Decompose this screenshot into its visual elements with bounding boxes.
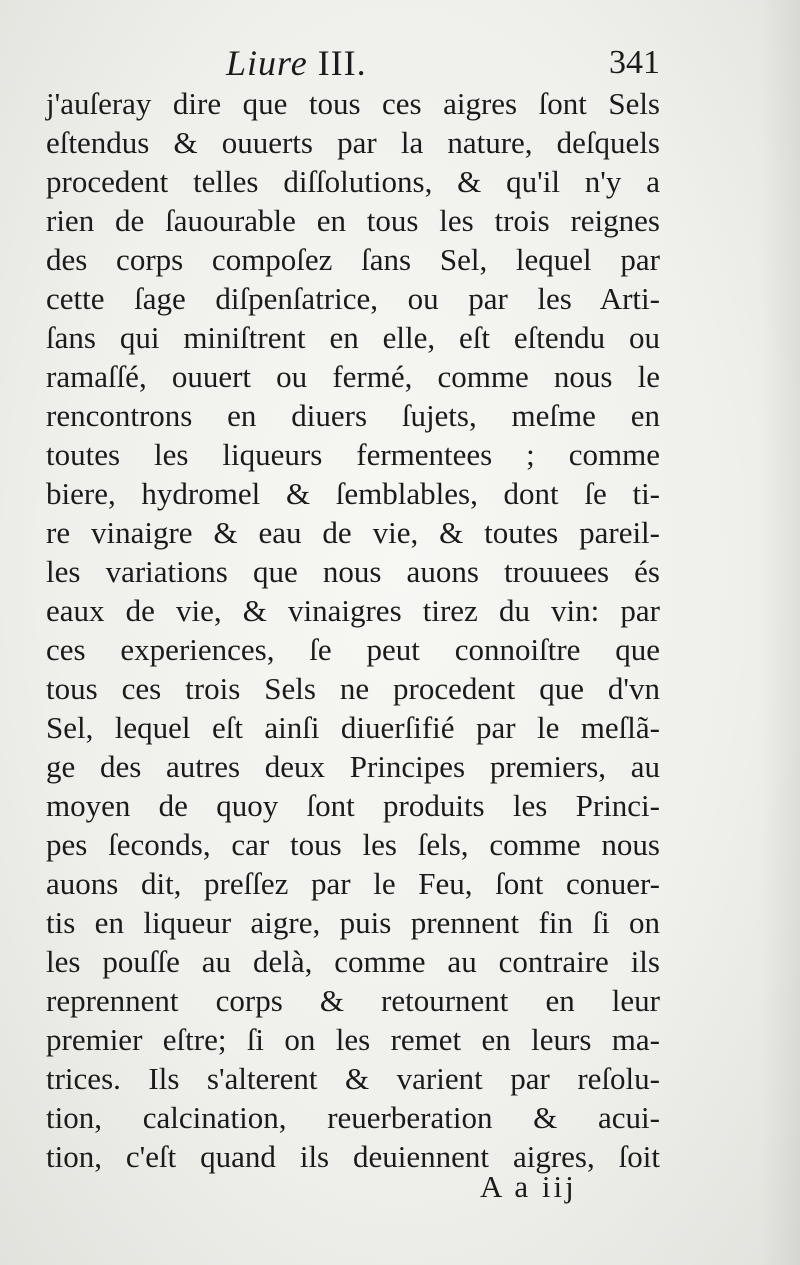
- text-line: eſtendus & ouuerts par la nature, deſquels: [46, 125, 660, 160]
- text-line: eaux de vie, & vinaigres tirez du vin: par: [46, 593, 660, 628]
- text-line: ſans qui miniſtrent en elle, eſt eſtendu ou: [46, 320, 660, 355]
- text-line: trices. Ils s'alterent & varient par reſolu-: [46, 1061, 660, 1096]
- text-line: ramaſſé, ouuert ou fermé, comme nous le: [46, 359, 660, 394]
- running-head-book-label: Liure: [226, 43, 308, 83]
- text-line: des corps compoſez ſans Sel, lequel par: [46, 242, 660, 277]
- text-line: j'auſeray dire que tous ces aigres ſont Sels: [46, 86, 660, 121]
- text-line: rien de ſauourable en tous les trois reignes: [46, 203, 660, 238]
- text-line: re vinaigre & eau de vie, & toutes pareil-: [46, 515, 660, 550]
- text-line: toutes les liqueurs fermentees ; comme: [46, 437, 660, 472]
- page-number: 341: [609, 44, 660, 81]
- text-line: biere, hydromel & ſemblables, dont ſe ti-: [46, 476, 660, 511]
- text-line: Sel, lequel eſt ainſi diuerſifié par le meſlã-: [46, 710, 660, 745]
- text-line: rencontrons en diuers ſujets, meſme en: [46, 398, 660, 433]
- signature-mark: A a iij: [480, 1169, 577, 1204]
- text-line: tion, c'eſt quand ils deuiennent aigres, ſoit: [46, 1139, 660, 1174]
- text-line: ces experiences, ſe peut connoiſtre que: [46, 632, 660, 667]
- running-head-book-number: III.: [317, 43, 367, 83]
- text-line: les variations que nous auons trouuees és: [46, 554, 660, 589]
- text-line: moyen de quoy ſont produits les Princi-: [46, 788, 660, 823]
- running-head: [226, 38, 367, 88]
- text-line: reprennent corps & retournent en leur: [46, 983, 660, 1018]
- text-line: auons dit, preſſez par le Feu, ſont conuer-: [46, 866, 660, 901]
- text-line: pes ſeconds, car tous les ſels, comme nous: [46, 827, 660, 862]
- text-line: les pouſſe au delà, comme au contraire ils: [46, 944, 660, 979]
- text-line: tous ces trois Sels ne procedent que d'vn: [46, 671, 660, 706]
- body-text: [46, 84, 660, 1176]
- text-line: tion, calcination, reuerberation & acui-: [46, 1100, 660, 1135]
- text-line: cette ſage diſpenſatrice, ou par les Arti-: [46, 281, 660, 316]
- text-line: tis en liqueur aigre, puis prennent fin ſi on: [46, 905, 660, 940]
- page-header: [46, 38, 660, 88]
- text-line: procedent telles diſſolutions, & qu'il n'y a: [46, 164, 660, 199]
- page-edge-shadow: [760, 0, 800, 1265]
- text-line: premier eſtre; ſi on les remet en leurs ma-: [46, 1022, 660, 1057]
- text-line: ge des autres deux Principes premiers, au: [46, 749, 660, 784]
